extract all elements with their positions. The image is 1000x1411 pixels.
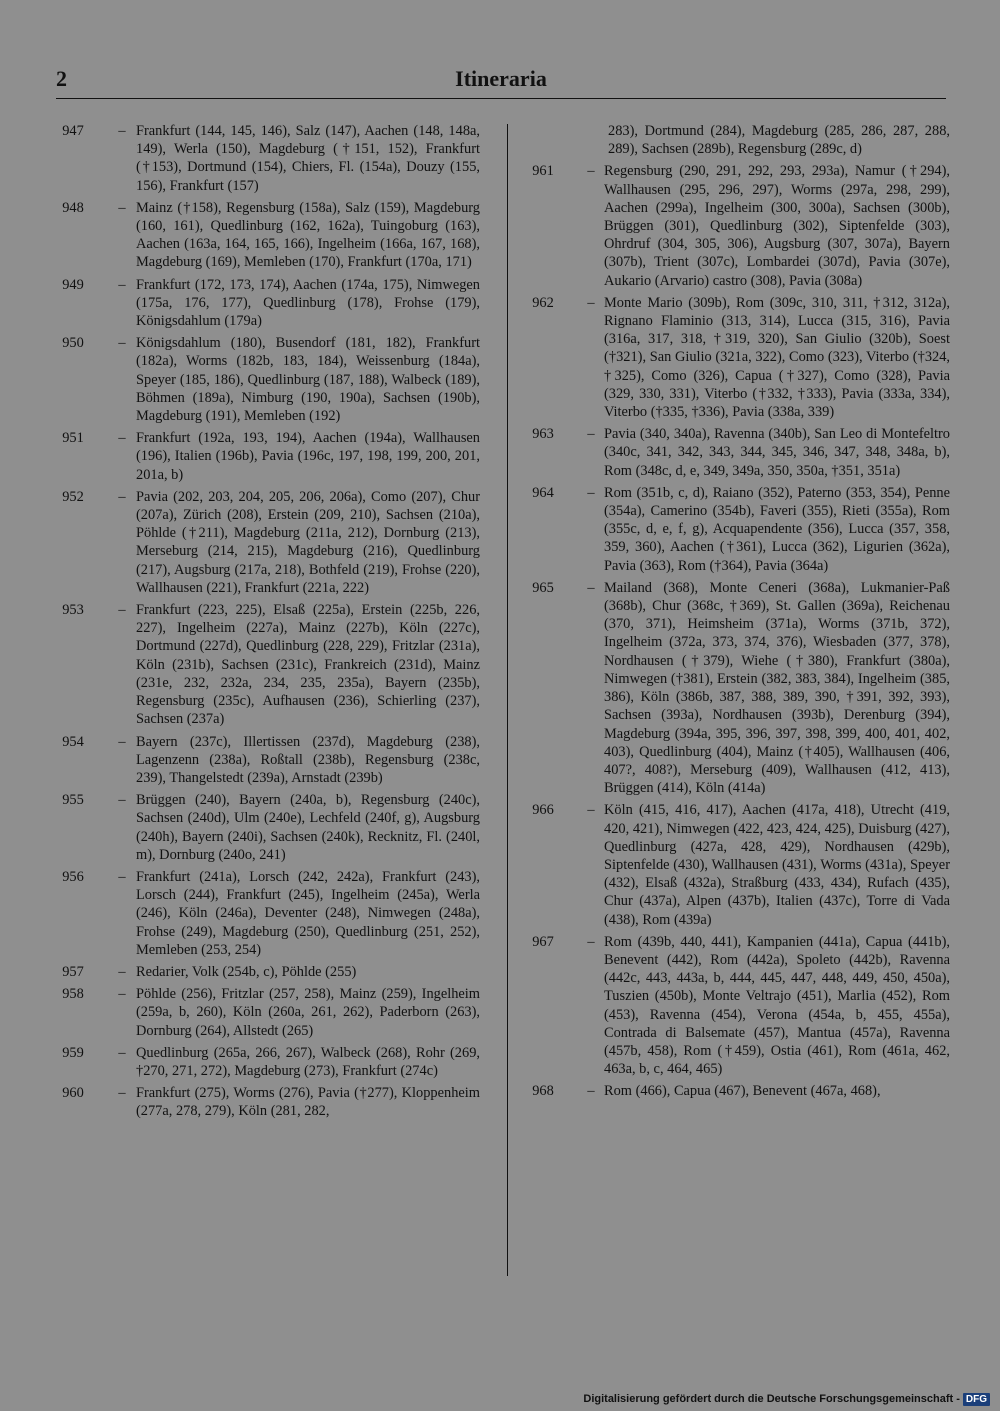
itinerary-entry — [50, 122, 480, 195]
itinerary-entry — [50, 1084, 480, 1120]
itinerary-entry — [50, 963, 480, 981]
entry-year: 951 — [62, 430, 84, 447]
entry-text: Frankfurt (144, 145, 146), Salz (147), Aachen (148, 148a, 149), Werla (150), Magdeburg (†151, 152), Frankfurt (†153), Dortmund (154), Chiers, Fl. (154a), Douzy (155, 156), Frankfurt (157) — [136, 123, 480, 194]
entry-dash: – — [118, 792, 126, 809]
itinerary-entry — [50, 334, 480, 425]
entry-text: Rom (351b, c, d), Raiano (352), Paterno (353, 354), Penne (354a), Camerino (354b), Faveri (355), Rieti (355a), Rom (355c, d, e, f, g), Acquapendente (356), Lucca (357, 358, 359, 360), Aachen (†361), Lucca (362), Ligurien (362a), Pavia (363), Rom (†364), Pavia (364a) — [604, 484, 950, 574]
entry-text: Brüggen (240), Bayern (240a, b), Regensburg (240c), Sachsen (240d), Ulm (240e), Lechfeld (240f, g), Augsburg (240h), Bayern (240i), Sachsen (240k), Recknitz, Fl. (240l, m), Dornburg (240o, 241) — [136, 792, 480, 863]
column-divider — [507, 124, 508, 1276]
itinerary-entry — [50, 733, 480, 788]
entry-text: Königsdahlum (180), Busendorf (181, 182), Frankfurt (182a), Worms (182b, 183, 184), Weissenburg (184a), Speyer (185, 186), Quedlinburg (187, 188), Walbeck (189), Böhmen (189a), Nimburg (190, 190a), Sachsen (190b), Magdeburg (191), Memleben (192) — [136, 335, 480, 425]
entry-year: 952 — [62, 488, 84, 505]
itinerary-entry — [50, 488, 480, 597]
entry-text: Redarier, Volk (254b, c), Pöhlde (255) — [136, 963, 357, 980]
itinerary-entry — [50, 276, 480, 331]
entry-dash: – — [587, 294, 595, 311]
page-header — [56, 66, 946, 96]
entry-text: Frankfurt (241a), Lorsch (242, 242a), Frankfurt (243), Lorsch (244), Frankfurt (245), Ingelheim (245a), Werla (246), Köln (246a), Deventer (248), Nimwegen (248a), Frohse (249), Magdeburg (250), Quedlinburg (251, 252), Memleben (253, 254) — [136, 868, 480, 958]
entry-year: 955 — [62, 792, 84, 809]
entry-text: Bayern (237c), Illertissen (237d), Magdeburg (238), Lagenzenn (238a), Roßtall (238b), Regensburg (238c, 239), Thangelstedt (239a), Arnstadt (239b) — [136, 733, 480, 786]
footer-credit: Digitalisierung gefördert durch die Deutsche Forschungsgemeinschaft - — [583, 1393, 960, 1405]
entry-year: 960 — [62, 1085, 84, 1102]
entry-text: Monte Mario (309b), Rom (309c, 310, 311, †312, 312a), Rignano Flaminio (313, 314), Lucca (315, 316), Pavia (316a, 317, 318, †319, 320), San Giulio (320b), Soest (†321), San Giulio (321a, 322), Como (323), Viterbo (†324, †325), Como (326), Capua (†327), Como (328), Pavia (329, 330, 331), Viterbo (†332, †333), Pavia (333a, 334), Viterbo (†335, †336), Pavia (338a, 339) — [604, 294, 950, 421]
entry-year: 963 — [532, 426, 554, 443]
itinerary-entry — [50, 1044, 480, 1080]
entry-dash: – — [118, 1044, 126, 1061]
page-number: 2 — [56, 66, 67, 91]
itinerary-entry — [520, 484, 950, 575]
entry-text: Frankfurt (223, 225), Elsaß (225a), Erstein (225b, 226, 227), Ingelheim (227a), Mainz (227b), Köln (227c), Dortmund (227d), Quedlinburg (228, 229), Fritzlar (231a), Köln (231b), Sachsen (231c), Frankreich (231d), Mainz (231e, 232, 232a, 234, 235, 235a), Bayern (235b), Regensburg (235c), Aufhausen (236), Schierling (237), Sachsen (237a) — [136, 602, 480, 728]
dfg-logo-icon: DFG — [963, 1393, 990, 1406]
right-column — [520, 122, 950, 1105]
entry-year: 964 — [532, 484, 554, 501]
itinerary-entry — [520, 801, 950, 928]
itinerary-entry — [50, 429, 480, 484]
left-column — [50, 122, 480, 1125]
entry-year: 959 — [62, 1044, 84, 1061]
entry-dash: – — [118, 335, 126, 352]
entry-dash: – — [118, 276, 126, 293]
entry-dash: – — [587, 484, 595, 501]
itinerary-entry — [520, 1082, 950, 1100]
header-rule — [56, 98, 946, 99]
entry-dash: – — [118, 733, 126, 750]
entry-dash: – — [587, 163, 595, 180]
entry-text: Mailand (368), Monte Ceneri (368a), Lukmanier-Paß (368b), Chur (368c, †369), St. Gallen (369a), Reichenau (370, 371), Heimsheim (371a), Worms (371b, 372), Ingelheim (372a, 373, 374, 376), Wiesbaden (377, 378), Nordhausen (†379), Wiehe (†380), Frankfurt (380a), Nimwegen (†381), Erstein (382, 383, 384), Ingelheim (385, 386), Köln (386b, 387, 388, 389, 390, †391, 392, 393), Sachsen (393a), Nordhausen (393b), Derenburg (394), Magdeburg (394a, 395, 396, 397, 398, 399, 400, 401, 402, 403), Quedlinburg (404), Mainz (†405), Wallhausen (406, 407?, 408?), Merseburg (409), Wallhausen (412, 413), Brüggen (414), Köln (414a) — [604, 579, 950, 797]
entry-text: Mainz (†158), Regensburg (158a), Salz (159), Magdeburg (160, 161), Quedlinburg (162, 162a), Tuingoburg (163), Aachen (163a, 164, 165, 166), Ingelheim (166a, 167, 168), Magdeburg (169), Memleben (170), Frankfurt (170a, 171) — [136, 199, 480, 271]
entry-text: Regensburg (290, 291, 292, 293, 293a), Namur (†294), Wallhausen (295, 296, 297), Worms (297a, 298, 299), Aachen (299a), Ingelheim (300, 300a), Sachsen (300b), Brüggen (301), Quedlinburg (302), Siptenfelde (303), Ohrdruf (304, 305, 306), Augsburg (307, 307a), Bayern (307b), Trient (307c), Lombardei (307d), Pavia (307e), Aukario (Arvario) castro (308), Pavia (308a) — [604, 163, 950, 289]
running-title: Itineraria — [455, 66, 547, 91]
entry-year: 953 — [62, 602, 84, 619]
entry-text: Frankfurt (172, 173, 174), Aachen (174a, 175), Nimwegen (175a, 176, 177), Quedlinburg (178), Frohse (179), Königsdahlum (179a) — [136, 276, 480, 330]
entry-text: Quedlinburg (265a, 266, 267), Walbeck (268), Rohr (269, †270, 271, 272), Magdeburg (273), Frankfurt (274c) — [136, 1044, 480, 1079]
itinerary-entry — [520, 162, 950, 289]
entry-year: 967 — [532, 933, 554, 950]
continued-entry — [520, 122, 950, 158]
entry-dash: – — [587, 579, 595, 596]
entry-year: 948 — [62, 199, 84, 216]
entry-dash: – — [587, 1083, 595, 1100]
entry-year: 958 — [62, 986, 84, 1003]
entry-dash: – — [587, 426, 595, 443]
itinerary-entry — [50, 601, 480, 728]
entry-year: 962 — [532, 294, 554, 311]
entry-dash: – — [587, 802, 595, 819]
entry-year: 950 — [62, 335, 84, 352]
itinerary-entry — [520, 933, 950, 1079]
itinerary-entry — [50, 199, 480, 272]
entry-text: Frankfurt (275), Worms (276), Pavia (†277), Kloppenheim (277a, 278, 279), Köln (281, 282, — [136, 1085, 480, 1120]
entry-year: 954 — [62, 733, 84, 750]
entry-text: Köln (415, 416, 417), Aachen (417a, 418), Utrecht (419, 420, 421), Nimwegen (422, 423, 424, 425), Duisburg (427), Quedlinburg (427a, 428, 429), Nordhausen (429b), Siptenfelde (430), Wallhausen (431), Worms (431a), Speyer (432), Elsaß (432a), Straßburg (433, 434), Rufach (435), Chur (437a), Alpen (437b), Italien (437c), Torre di Vada (438), Rom (439a) — [604, 802, 950, 928]
entry-year: 947 — [62, 123, 84, 139]
entry-dash: – — [118, 963, 126, 980]
entry-year: 965 — [532, 579, 554, 596]
entry-text: Rom (439b, 440, 441), Kampanien (441a), Capua (441b), Benevent (442), Rom (442a), Spoleto (442b), Ravenna (442c, 443, 443a, b, 444, 445, 447, 448, 449, 450, 450a), Tuszien (450b), Monte Veltrajo (451), Marlia (452), Rom (453), Ravenna (454), Verona (454a, b, 455, 455a), Contrada di Balsemate (457), Mantua (457a), Ravenna (457b, 458), Rom (†459), Ostia (461), Rom (461a, 462, 463a, b, c, 464, 465) — [604, 933, 950, 1078]
entry-year: 949 — [62, 276, 84, 293]
itinerary-entry — [520, 579, 950, 797]
entry-text: Frankfurt (192a, 193, 194), Aachen (194a), Wallhausen (196), Italien (196b), Pavia (196c, 197, 198, 199, 200, 201, 201a, b) — [136, 430, 480, 483]
entry-text: Pavia (340, 340a), Ravenna (340b), San Leo di Montefeltro (340c, 341, 342, 343, 344, 345, 346, 347, 348, 348a, b), Rom (348c, d, e, 349, 349a, 350, 350a, †351, 351a) — [604, 426, 950, 479]
entry-year: 966 — [532, 802, 554, 819]
entry-dash: – — [118, 1085, 126, 1102]
entry-text: Rom (466), Capua (467), Benevent (467a, 468), — [604, 1083, 881, 1100]
entry-dash: – — [118, 199, 126, 216]
entry-text: Pavia (202, 203, 204, 205, 206, 206a), Como (207), Chur (207a), Zürich (208), Erstein (209, 210), Sachsen (210a), Pöhlde (†211), Magdeburg (211a, 212), Dornburg (213), Merseburg (214, 215), Magdeburg (216), Quedlinburg (217), Augsburg (217a, 218), Bothfeld (219), Frohse (220), Wallhausen (221), Frankfurt (221a, 222) — [136, 488, 480, 596]
entry-text: Pöhlde (256), Fritzlar (257, 258), Mainz (259), Ingelheim (259a, b, 260), Köln (260a, 261, 262), Paderborn (263), Dornburg (264), Allstedt (265) — [136, 986, 480, 1039]
entry-year: 957 — [62, 963, 84, 980]
entry-dash: – — [118, 488, 126, 505]
itinerary-entry — [520, 425, 950, 480]
entry-dash: – — [118, 123, 126, 139]
itinerary-entry — [50, 791, 480, 864]
entry-dash: – — [587, 933, 595, 950]
itinerary-entry — [50, 985, 480, 1040]
entry-year: 961 — [532, 163, 554, 180]
itinerary-entry — [520, 294, 950, 421]
entry-dash: – — [118, 868, 126, 885]
entry-dash: – — [118, 602, 126, 619]
itinerary-entry — [50, 868, 480, 959]
footer — [583, 1391, 990, 1407]
entry-text: 283), Dortmund (284), Magdeburg (285, 286, 287, 288, 289), Sachsen (289b), Regensburg (289c, d) — [608, 123, 950, 158]
entry-dash: – — [118, 430, 126, 447]
entry-dash: – — [118, 986, 126, 1003]
entry-year: 968 — [532, 1083, 554, 1100]
entry-year: 956 — [62, 868, 84, 885]
